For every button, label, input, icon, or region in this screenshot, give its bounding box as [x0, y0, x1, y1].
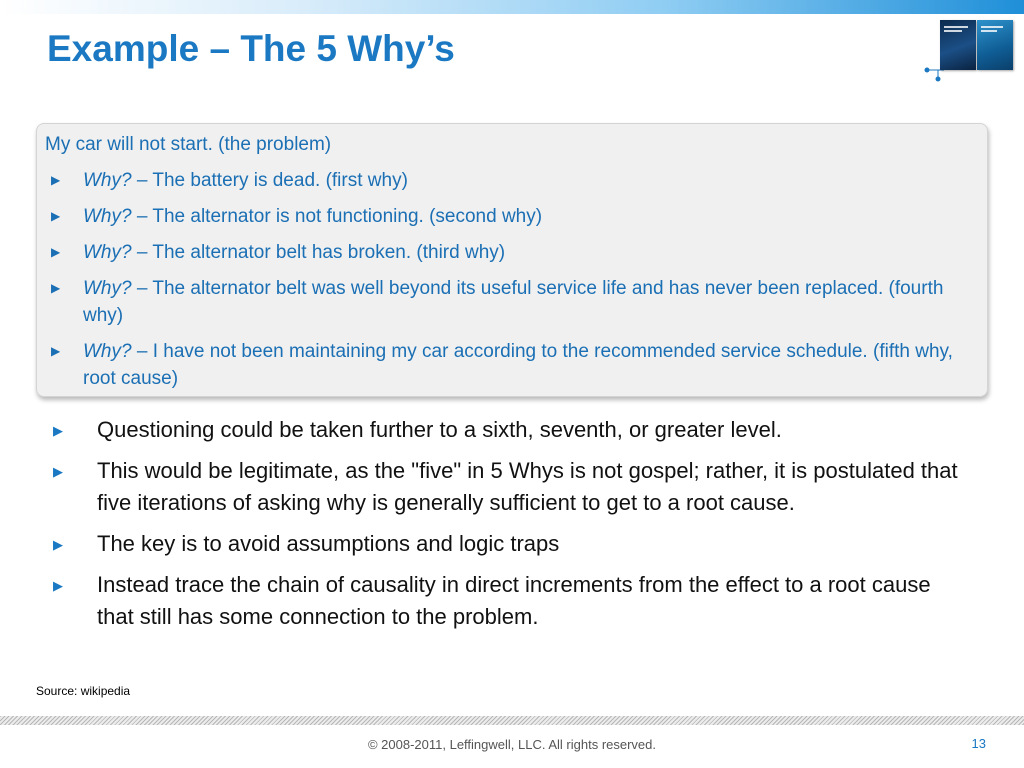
bullet-text: Questioning could be taken further to a sixth, seventh, or greater level.	[97, 417, 782, 442]
book-cover-agile-requirements	[940, 20, 976, 70]
why-item	[37, 167, 989, 194]
why-item	[37, 275, 989, 329]
why-text: – The alternator belt has broken. (third why)	[131, 242, 506, 263]
source-citation: Source: wikipedia	[36, 684, 131, 698]
why-text: – The alternator belt was well beyond its useful service life and has never been replaced. (fourth why)	[83, 278, 944, 326]
bullet-item	[50, 569, 970, 633]
example-callout-box	[36, 123, 988, 397]
triangle-right-icon: ▶	[51, 344, 61, 358]
bullet-text: The key is to avoid assumptions and logic traps	[97, 531, 560, 556]
why-text: – The battery is dead. (first why)	[131, 170, 408, 191]
triangle-right-icon: ▶	[51, 209, 61, 223]
bullet-item	[50, 455, 970, 519]
bullet-text: This would be legitimate, as the "five" in 5 Whys is not gospel; rather, it is postulated that five iterations of asking why is generally sufficient to get to a root cause.	[97, 458, 958, 515]
bullet-text: Instead trace the chain of causality in direct increments from the effect to a root cause that still has some connection to the problem.	[97, 572, 931, 629]
triangle-right-icon: ▶	[53, 423, 63, 438]
book-covers-logo	[922, 18, 1016, 82]
triangle-right-icon: ▶	[51, 245, 61, 259]
why-label: Why?	[83, 206, 132, 227]
why-list	[37, 167, 989, 401]
why-item	[37, 203, 989, 230]
footer-stripe	[0, 716, 1024, 725]
why-label: Why?	[83, 278, 132, 299]
main-bullet-list	[50, 414, 970, 642]
header-gradient-bar	[0, 0, 1024, 14]
triangle-right-icon: ▶	[53, 537, 63, 552]
why-text: – I have not been maintaining my car according to the recommended service schedule. (fifth why, root cause)	[83, 341, 953, 389]
page-title: Example – The 5 Why’s	[47, 28, 455, 69]
triangle-right-icon: ▶	[53, 578, 63, 593]
bullet-item	[50, 414, 970, 446]
why-item	[37, 338, 989, 392]
why-label: Why?	[83, 242, 132, 263]
triangle-right-icon: ▶	[51, 173, 61, 187]
why-item	[37, 239, 989, 266]
bullet-item	[50, 528, 970, 560]
page-number: 13	[971, 736, 986, 751]
triangle-right-icon: ▶	[51, 281, 61, 295]
copyright-notice: © 2008-2011, Leffingwell, LLC. All rights reserved.	[367, 737, 657, 752]
why-label: Why?	[83, 341, 132, 362]
triangle-right-icon: ▶	[53, 464, 63, 479]
problem-statement: My car will not start. (the problem)	[45, 134, 332, 155]
why-label: Why?	[83, 170, 132, 191]
why-text: – The alternator is not functioning. (second why)	[131, 206, 543, 227]
book-cover-scaling-agility	[977, 20, 1013, 70]
